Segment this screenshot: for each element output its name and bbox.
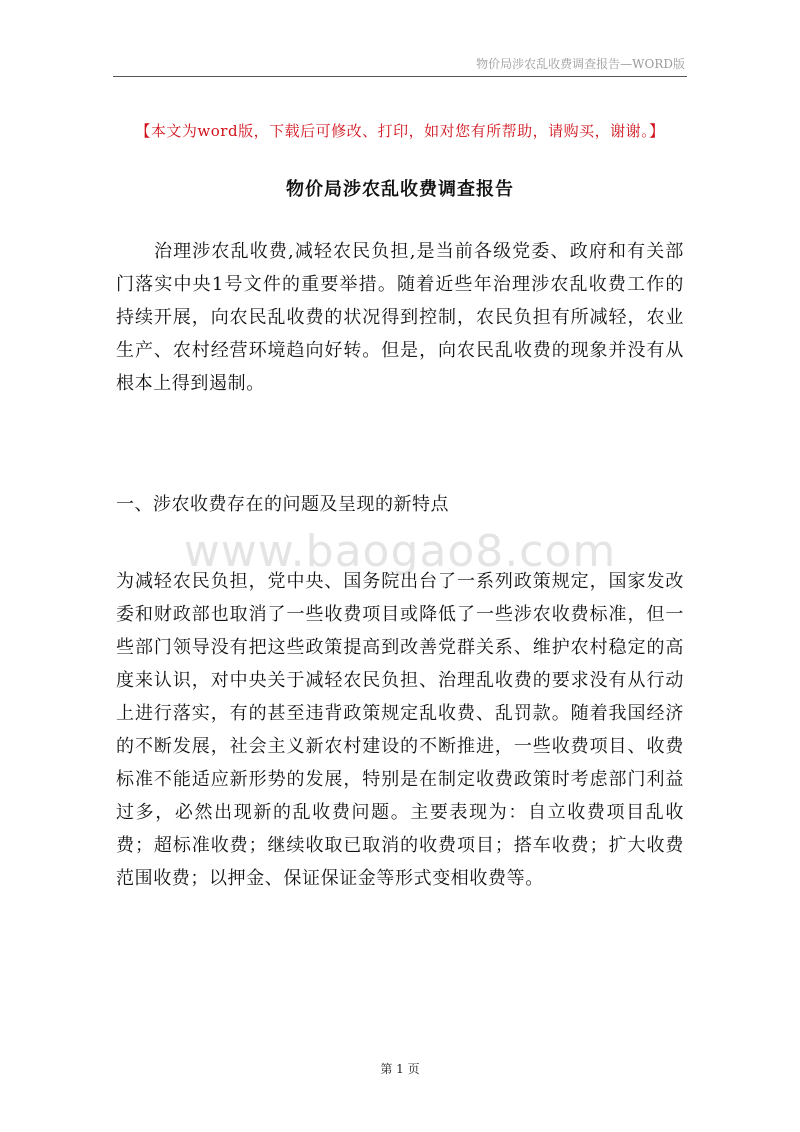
paragraph-intro: 治理涉农乱收费,减轻农民负担,是当前各级党委、政府和有关部门落实中央1号文件的重要举措。随着近些年治理涉农乱收费工作的持续开展，向农民乱收费的状况得到控制，农民负担有所减轻，农业生产、农村经营环境趋向好转。但是，向农民乱收费的现象并没有从根本上得到遏制。: [116, 241, 684, 394]
purchase-notice: 【本文为word版，下载后可修改、打印，如对您有所帮助，请购买，谢谢。】: [135, 122, 665, 140]
section-heading: 一、涉农收费存在的问题及呈现的新特点: [116, 494, 449, 515]
paragraph-body: 为减轻农民负担，党中央、国务院出台了一系列政策规定，国家发改委和财政部也取消了一些收费项目或降低了一些涉农收费标准，但一些部门领导没有把这些政策提高到改善党群关系、维护农村稳定的高度来认识，对中央关于减轻农民负担、治理乱收费的要求没有从行动上进行落实，有的甚至违背政策规定乱收费、乱罚款。随着我国经济的不断发展，社会主义新农村建设的不断推进，一些收费项目、收费标准不能适应新形势的发展，特别是在制定收费政策时考虑部门利益过多，必然出现新的乱收费问题。主要表现为：自立收费项目乱收费；超标准收费；继续收取已取消的收费项目；搭车收费；扩大收费范围收费；以押金、保证保证金等形式变相收费等。: [116, 571, 684, 889]
running-header: 物价局涉农乱收费调查报告—WORD版: [476, 57, 685, 71]
watermark-text: www.baogao8.com: [183, 526, 617, 577]
header-divider: [113, 76, 687, 77]
page-number: 第 1 页: [380, 1062, 420, 1076]
document-title: 物价局涉农乱收费调查报告: [286, 179, 514, 200]
